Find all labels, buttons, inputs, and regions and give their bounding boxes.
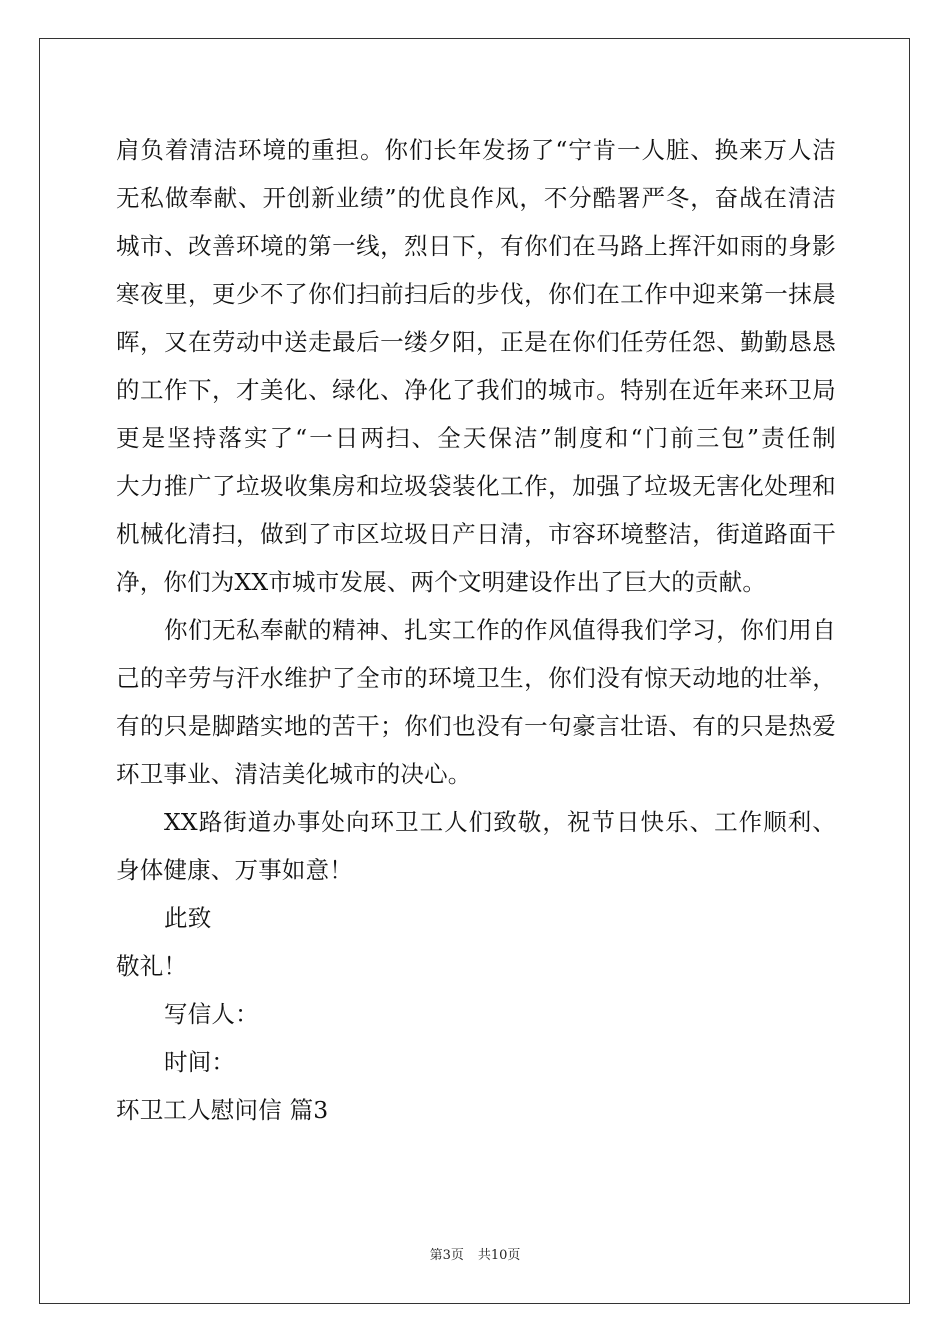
page-total: 共10页	[477, 1248, 521, 1263]
text-line: 城市、改善环境的第一线，烈日下，有你们在马路上挥汗如雨的身影	[116, 232, 836, 260]
page-footer	[0, 1244, 950, 1263]
date-label: 时间：	[164, 1048, 236, 1076]
text-line: 机械化清扫，做到了市区垃圾日产日清，市容环境整洁，街道路面干	[116, 520, 836, 548]
text-line: 肩负着清洁环境的重担。你们长年发扬了“宁肯一人脏、换来万人洁	[116, 136, 836, 164]
text-line: 环卫事业、清洁美化城市的决心。	[116, 760, 472, 788]
text-line: 更是坚持落实了“一日两扫、全天保洁”制度和“门前三包”责任制	[116, 424, 836, 452]
text-line: 大力推广了垃圾收集房和垃圾袋装化工作，加强了垃圾无害化处理和	[116, 472, 836, 500]
paragraph-start-line: 你们无私奉献的精神、扎实工作的作风值得我们学习，你们用自	[164, 616, 836, 644]
text-line: 己的辛劳与汗水维护了全市的环境卫生，你们没有惊天动地的壮举，	[116, 664, 836, 692]
text-line: 无私做奉献、开创新业绩”的优良作风，不分酷署严冬，奋战在清洁	[116, 184, 836, 212]
closing-respect: 敬礼！	[116, 952, 188, 980]
text-line: 身体健康、万事如意！	[116, 856, 353, 884]
page-number: 第3页	[429, 1248, 464, 1263]
paragraph-start-line: XX路街道办事处向环卫工人们致敬，祝节日快乐、工作顺利、	[164, 808, 836, 836]
text-line: 有的只是脚踏实地的苦干；你们也没有一句豪言壮语、有的只是热爱	[116, 712, 836, 740]
text-line: 净，你们为XX市城市发展、两个文明建设作出了巨大的贡献。	[116, 568, 767, 596]
writer-label: 写信人：	[164, 1000, 259, 1028]
text-line: 寒夜里，更少不了你们扫前扫后的步伐，你们在工作中迎来第一抹晨	[116, 280, 836, 308]
section-heading: 环卫工人慰问信 篇3	[116, 1096, 329, 1124]
closing-salutation: 此致	[164, 904, 212, 932]
text-line: 晖，又在劳动中送走最后一缕夕阳，正是在你们任劳任怨、勤勤恳恳	[116, 328, 836, 356]
text-line: 的工作下，才美化、绿化、净化了我们的城市。特别在近年来环卫局	[116, 376, 836, 404]
